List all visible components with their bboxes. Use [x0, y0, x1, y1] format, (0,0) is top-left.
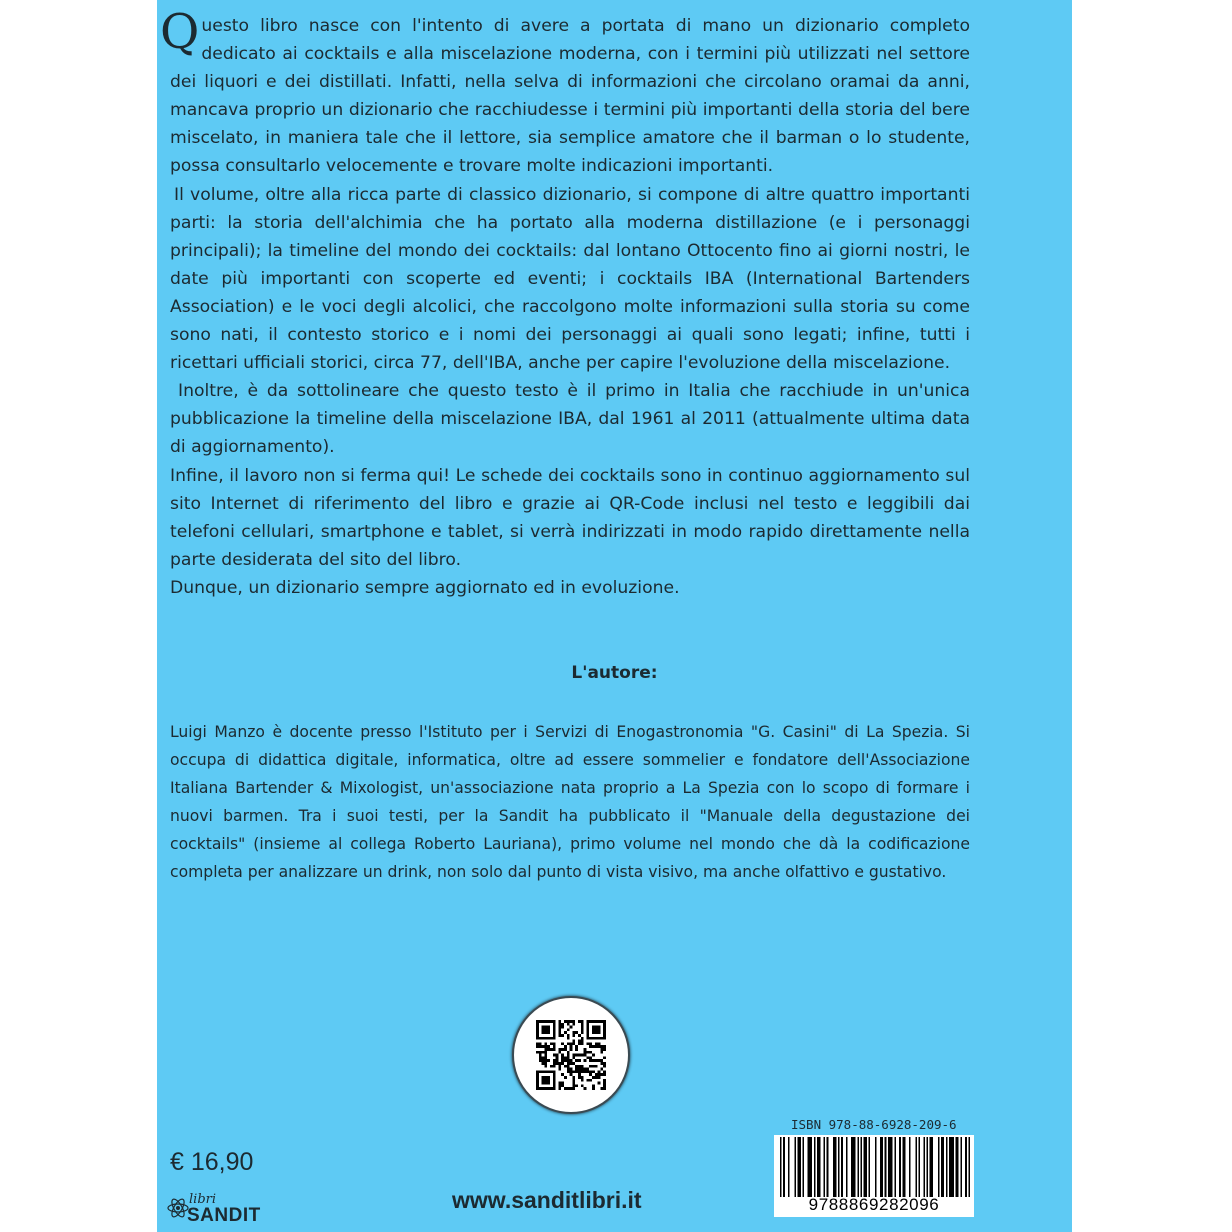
intro-paragraph-1: Questo libro nasce con l'intento di avere a portata di mano un dizionario completo dedicato ai cocktails e alla miscelazione moderna, con i termini più utilizzati nel settore dei liquori e dei distillati. Infatti, nella selva di informazioni che circolano oramai da anni, mancava proprio un dizionario che racchiudesse i termini più importanti della storia del bere miscelato, in maniera tale che il lettore, sia semplice amatore che il barman o lo studente, possa consultarlo velocemente e trovare molte indicazioni importanti.	[160, 4, 970, 177]
intro-paragraph-2: Il volume, oltre alla ricca parte di classico dizionario, si compone di altre quattro importanti parti: la storia dell'alchimia che ha portato alla moderna distillazione (e i personaggi principali); la timeline del mondo dei cocktails: dal lontano Ottocento fino ai giorni nostri, le date più importanti con scoperte ed eventi; i cocktails IBA (International Bartenders Association) e le voci degli alcolici, che raccolgono molte informazioni sulla storia su come sono nati, il contesto storico e i nomi dei personaggi ai quali sono legati; infine, tutti i ricettari ufficiali storici, circa 77, dell'IBA, anche per capire l'evoluzione della miscelazione.	[170, 184, 970, 374]
author-bio: Luigi Manzo è docente presso l'Istituto per i Servizi di Enogastronomia "G. Casini" di La Spezia. Si occupa di didattica digitale, informatica, oltre ad essere sommelier e fondatore dell'Associazione Italiana Bartender & Mixologist, un'associazione nata proprio a La Spezia con lo scopo di formare i nuovi barmen. Tra i suoi testi, per la Sandit ha pubblicato il "Manuale della degustazione dei cocktails" (insieme al collega Roberto Lauriana), primo volume nel mondo che dà la codificazione completa per analizzare un drink, non solo dal punto di vista visivo, ma anche olfattivo e gustativo.	[170, 723, 970, 881]
drop-cap: Q	[160, 4, 200, 60]
intro-text	[160, 4, 970, 602]
price: € 16,90	[170, 1148, 254, 1176]
author-heading: L'autore:	[571, 663, 658, 683]
barcode-bars	[780, 1137, 970, 1197]
intro-paragraph-5: Dunque, un dizionario sempre aggiornato ed in evoluzione.	[170, 577, 680, 598]
isbn-label: ISBN 978-88-6928-209-6	[791, 1117, 957, 1132]
barcode	[774, 1135, 974, 1217]
qr-code	[536, 1020, 606, 1090]
back-cover	[157, 0, 1072, 1232]
intro-paragraph-4: Infine, il lavoro non si ferma qui! Le schede dei cocktails sono in continuo aggiornamento sul sito Internet di riferimento del libro e grazie ai QR-Code inclusi nel testo e leggibili dai telefoni cellulari, smartphone e tablet, si verrà indirizzati in modo rapido direttamente nella parte desiderata del sito del libro.	[170, 465, 970, 570]
qr-badge	[512, 996, 630, 1114]
publisher-logo-name: SANDIT	[187, 1205, 261, 1226]
website-url: www.sanditlibri.it	[452, 1187, 642, 1213]
intro-paragraph-3: Inoltre, è da sottolineare che questo testo è il primo in Italia che racchiude in un'unica pubblicazione la timeline della miscelazione IBA, dal 1961 al 2011 (attualmente ultima data di aggiornamento).	[170, 381, 970, 458]
barcode-digits: 9788869282096	[808, 1195, 940, 1214]
publisher-logo-libri: libri	[189, 1192, 217, 1207]
